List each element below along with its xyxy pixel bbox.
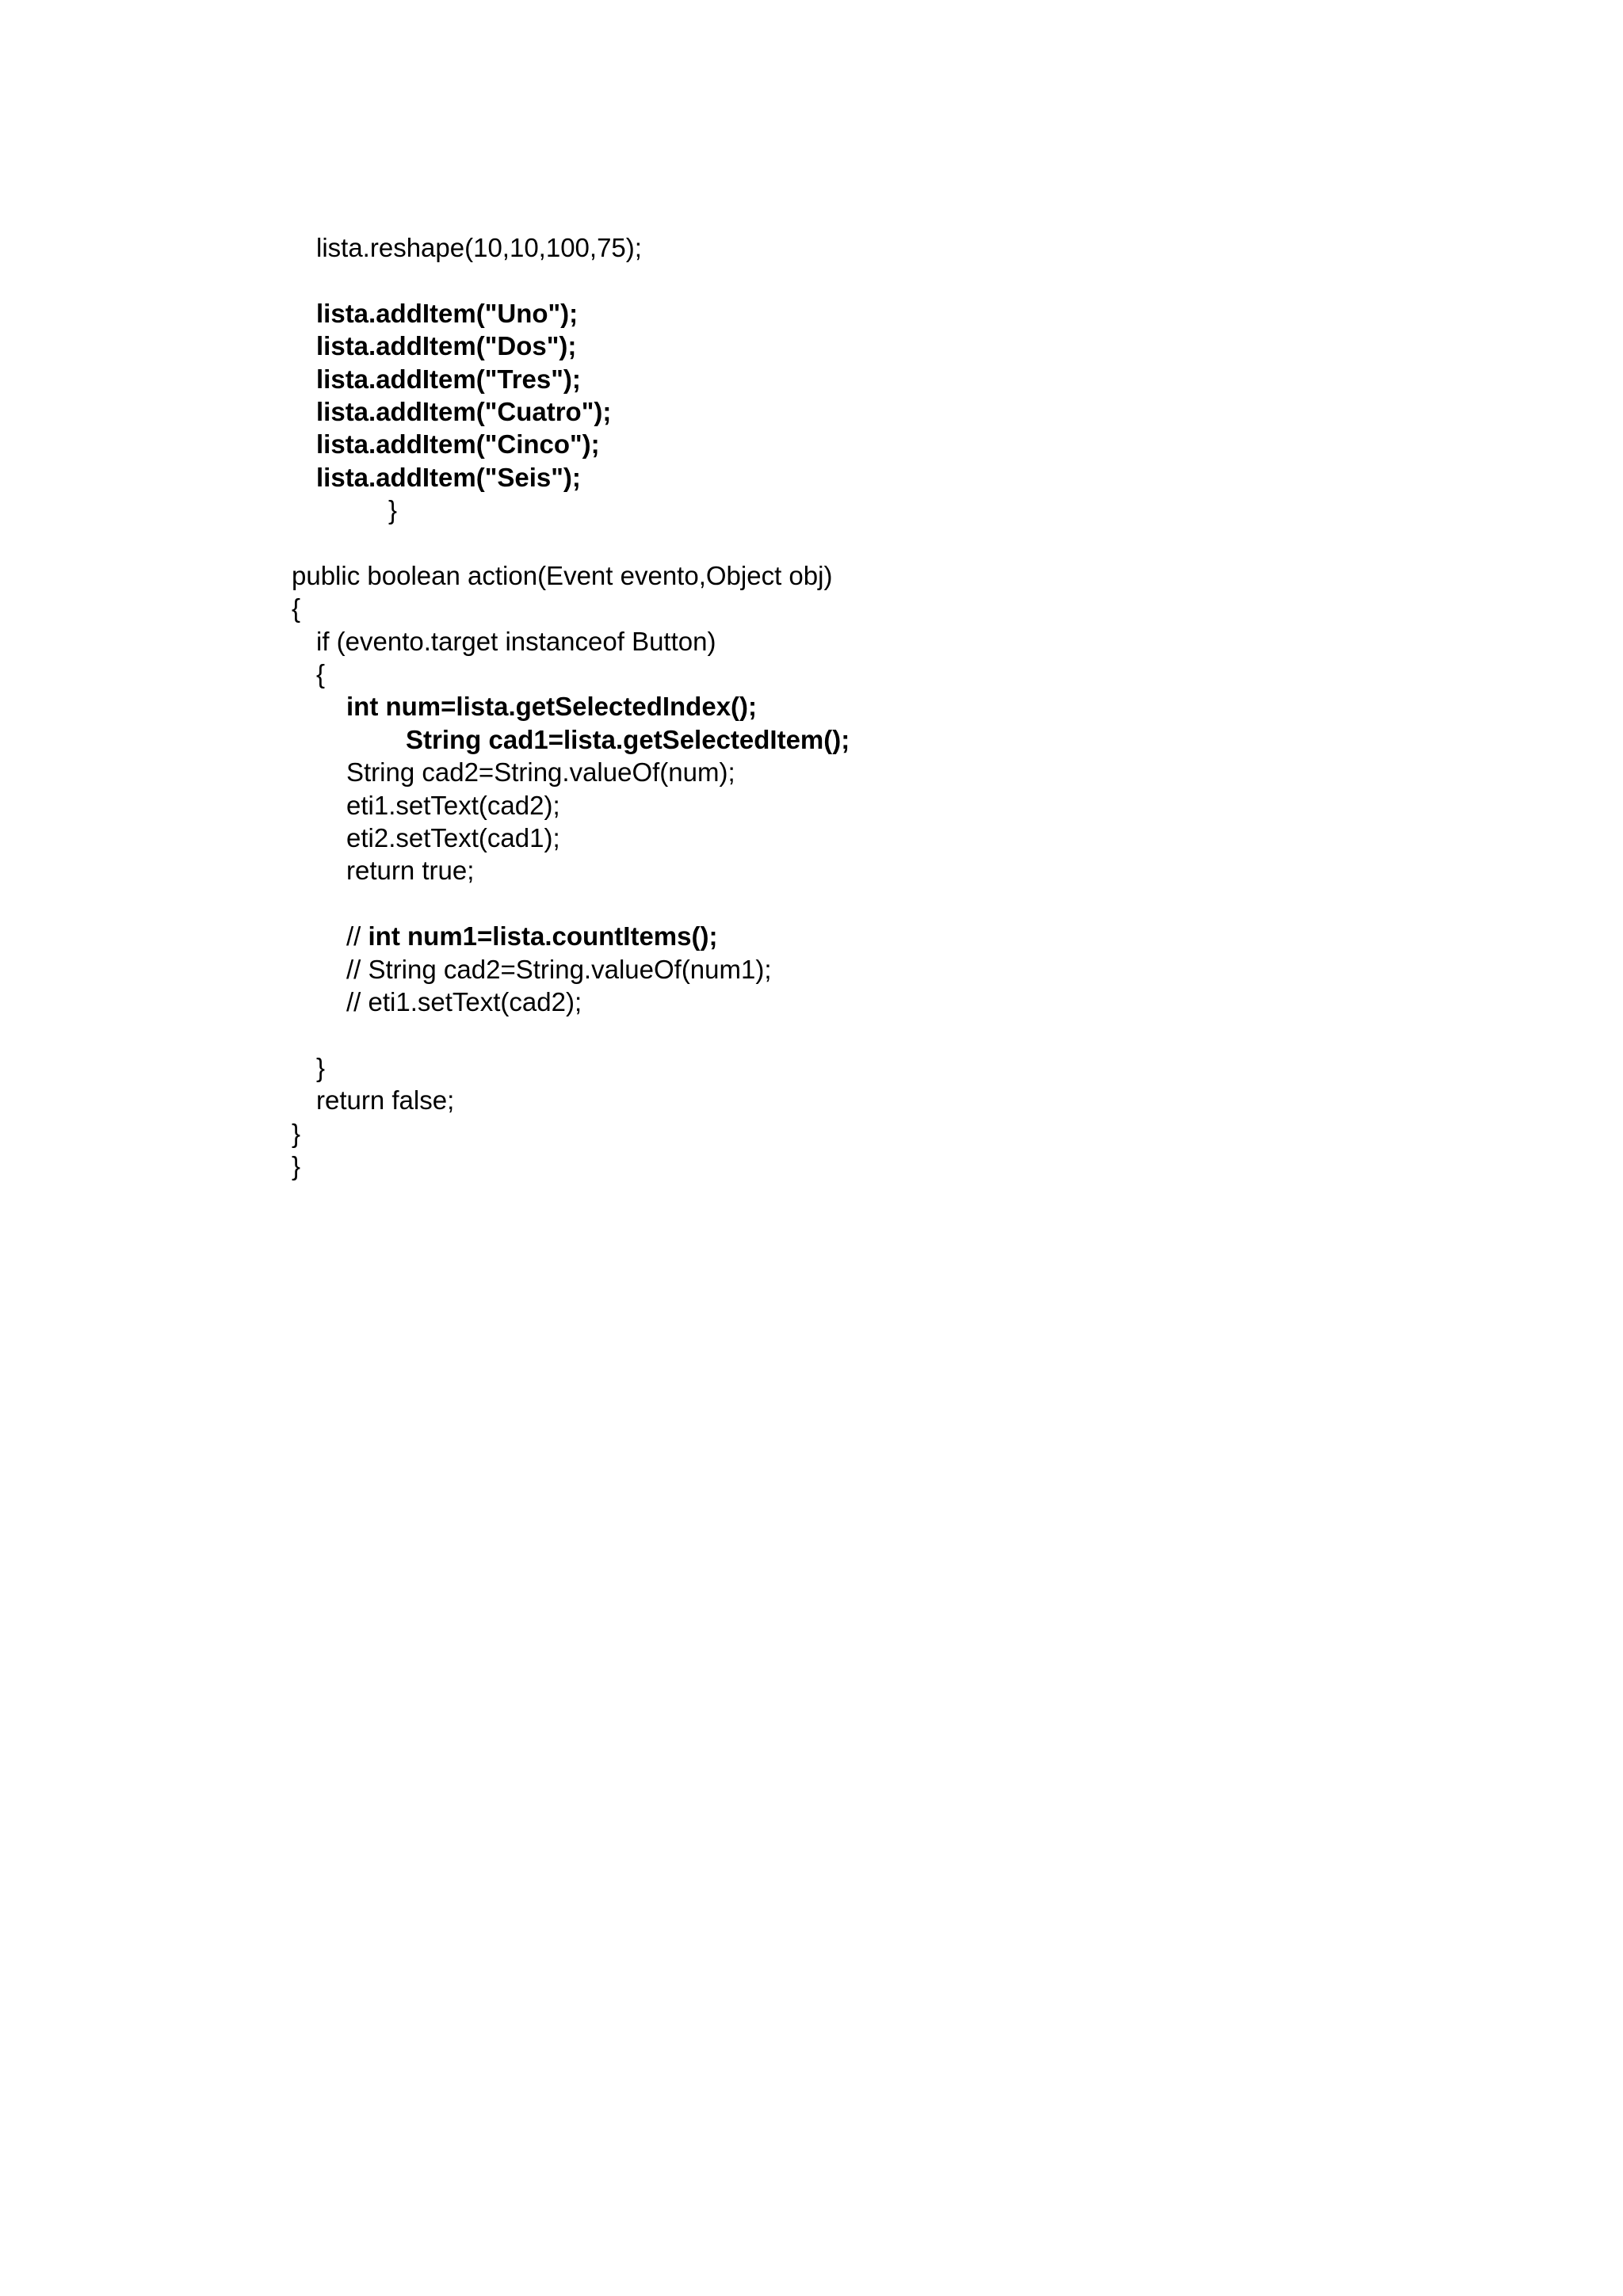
code-text-bold: lista.addItem("Cinco"); bbox=[316, 429, 600, 460]
code-line bbox=[0, 592, 1623, 624]
code-line-content bbox=[316, 395, 611, 428]
code-line-content bbox=[316, 461, 581, 494]
code-line-content bbox=[346, 986, 582, 1018]
code-text-bold: lista.addItem("Seis"); bbox=[316, 462, 581, 492]
code-line-content bbox=[346, 789, 560, 822]
code-line-content bbox=[346, 690, 757, 723]
code-line bbox=[0, 1018, 1623, 1051]
code-line-content bbox=[346, 756, 735, 788]
code-text-bold: lista.addItem("Tres"); bbox=[316, 364, 581, 394]
code-line-content bbox=[346, 854, 474, 887]
code-line bbox=[0, 428, 1623, 460]
code-line-content bbox=[346, 953, 772, 986]
code-text: eti2.setText(cad1); bbox=[346, 823, 560, 853]
code-line-content bbox=[316, 297, 578, 330]
code-line-content bbox=[316, 428, 600, 460]
code-text-bold: int num1=lista.countItems(); bbox=[368, 921, 718, 952]
code-text: } bbox=[292, 1118, 301, 1148]
code-text: { bbox=[292, 593, 301, 624]
code-line-content bbox=[316, 231, 642, 264]
code-text: return false; bbox=[316, 1085, 455, 1116]
code-line-content bbox=[316, 330, 576, 362]
code-line-content bbox=[316, 363, 581, 395]
code-line-content bbox=[346, 822, 560, 854]
code-line-content bbox=[316, 658, 325, 690]
code-line bbox=[0, 887, 1623, 920]
code-line bbox=[0, 723, 1623, 756]
code-line-content bbox=[316, 625, 716, 658]
code-text-bold: lista.addItem("Dos"); bbox=[316, 331, 577, 361]
code-text: } bbox=[388, 495, 398, 525]
code-line bbox=[0, 854, 1623, 887]
code-text-bold: String cad1=lista.getSelectedItem(); bbox=[406, 724, 850, 754]
code-line bbox=[0, 1117, 1623, 1150]
code-line bbox=[0, 297, 1623, 330]
code-text: // String cad2=String.valueOf(num1); bbox=[346, 954, 772, 984]
code-line-content bbox=[292, 592, 300, 624]
code-text: } bbox=[316, 1052, 326, 1082]
code-text: // bbox=[346, 921, 369, 952]
code-text: eti1.setText(cad2); bbox=[346, 790, 560, 820]
code-line-content bbox=[388, 494, 397, 526]
code-line bbox=[0, 330, 1623, 362]
code-line bbox=[0, 625, 1623, 658]
code-line bbox=[0, 395, 1623, 428]
code-text: public boolean action(Event evento,Object obj) bbox=[292, 560, 833, 590]
code-text-bold: lista.addItem("Uno"); bbox=[316, 298, 579, 328]
code-text-bold: int num=lista.getSelectedIndex(); bbox=[346, 692, 758, 722]
code-line bbox=[0, 953, 1623, 986]
code-line bbox=[0, 1051, 1623, 1084]
code-line bbox=[0, 690, 1623, 723]
code-text: // eti1.setText(cad2); bbox=[346, 986, 582, 1016]
code-line bbox=[0, 986, 1623, 1018]
code-text: lista.reshape(10,10,100,75); bbox=[316, 233, 642, 262]
code-line bbox=[0, 363, 1623, 395]
code-line-content bbox=[406, 723, 850, 756]
code-line bbox=[0, 231, 1623, 264]
code-line bbox=[0, 1084, 1623, 1116]
code-line bbox=[0, 461, 1623, 494]
code-text: { bbox=[316, 659, 326, 689]
code-text: return true; bbox=[346, 856, 475, 886]
code-line-content bbox=[292, 1150, 300, 1182]
code-text: String cad2=String.valueOf(num); bbox=[346, 757, 735, 788]
code-line bbox=[0, 920, 1623, 952]
code-line bbox=[0, 789, 1623, 822]
code-line bbox=[0, 264, 1623, 296]
code-line-content bbox=[292, 559, 832, 592]
code-line bbox=[0, 822, 1623, 854]
code-line-content bbox=[316, 1084, 454, 1116]
code-text: } bbox=[292, 1150, 301, 1180]
code-line bbox=[0, 756, 1623, 788]
code-line bbox=[0, 527, 1623, 559]
code-line bbox=[0, 559, 1623, 592]
code-text: if (evento.target instanceof Button) bbox=[316, 626, 716, 656]
code-line bbox=[0, 1150, 1623, 1182]
code-text-bold: lista.addItem("Cuatro"); bbox=[316, 396, 612, 426]
code-line-content bbox=[292, 1117, 300, 1150]
code-listing bbox=[0, 231, 1623, 1182]
code-line bbox=[0, 658, 1623, 690]
code-line bbox=[0, 494, 1623, 526]
code-line-content bbox=[346, 920, 717, 952]
code-line-content bbox=[316, 1051, 325, 1084]
